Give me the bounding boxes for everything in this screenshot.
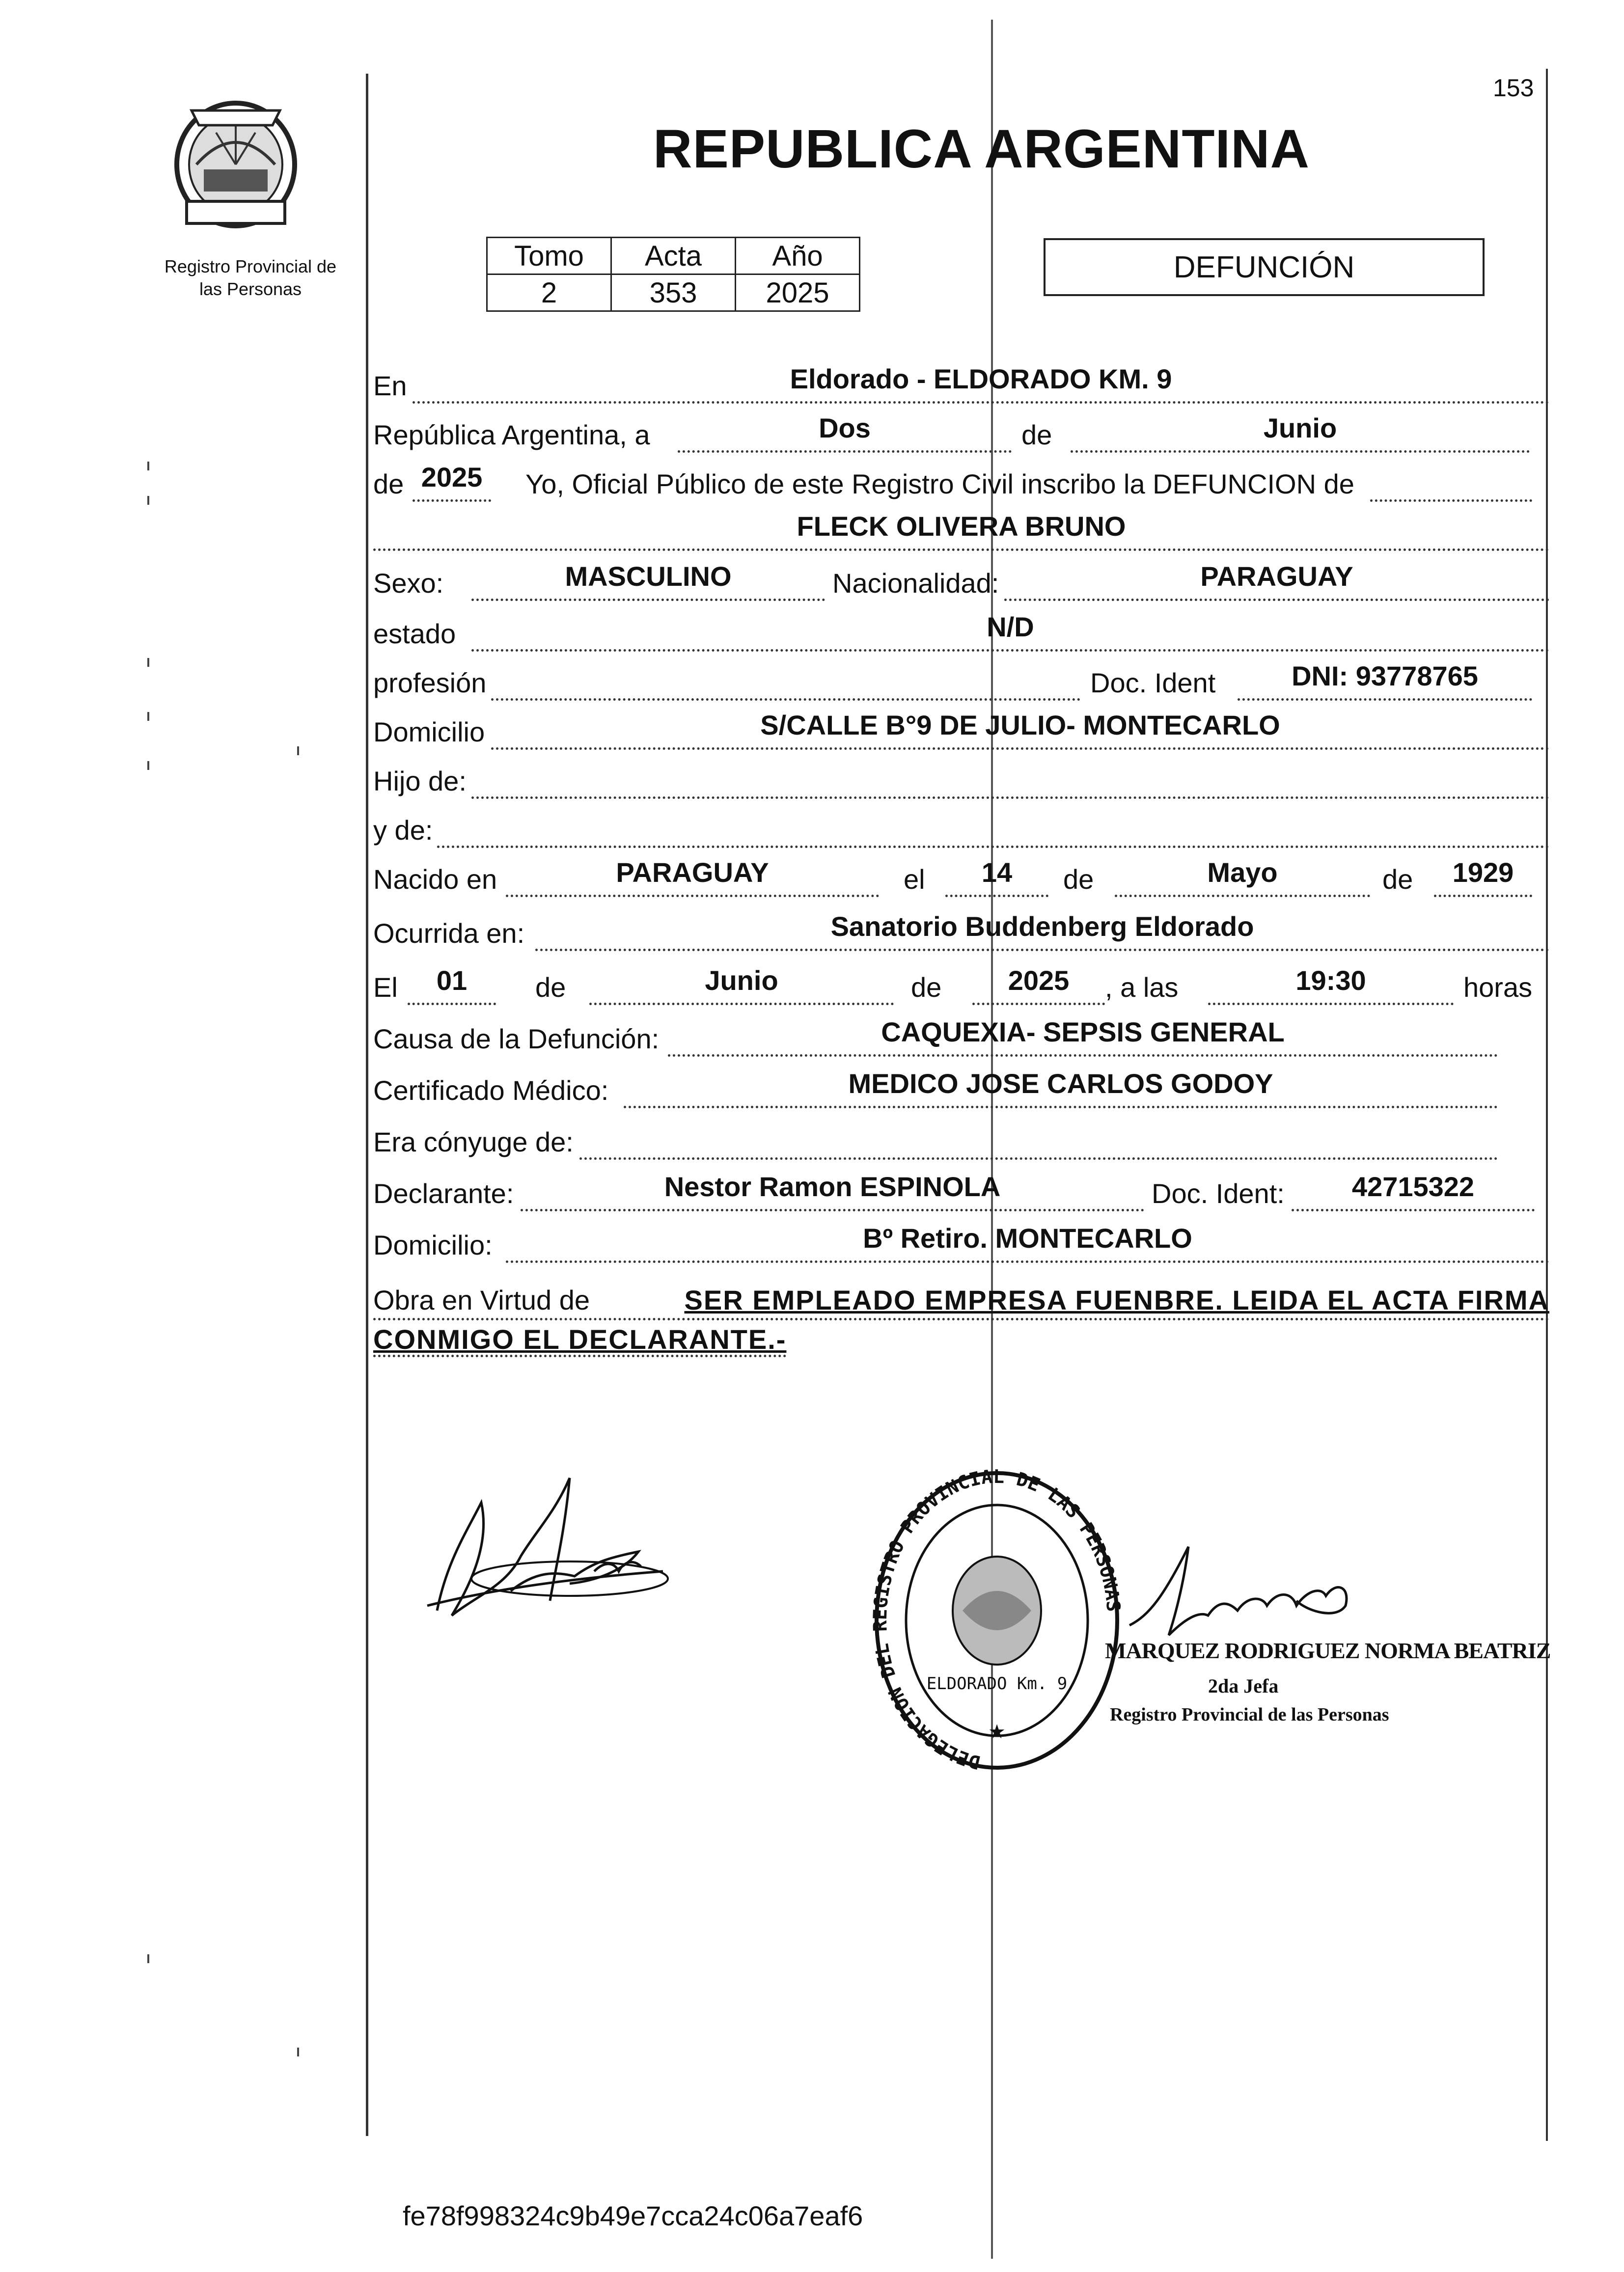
row-hijo bbox=[373, 759, 1549, 804]
row-en bbox=[373, 363, 1549, 409]
death-year: 2025 bbox=[1008, 965, 1070, 996]
domicilio-label: Domicilio bbox=[373, 716, 485, 747]
nacido-place: PARAGUAY bbox=[616, 857, 769, 888]
ocurrida-label: Ocurrida en: bbox=[373, 918, 525, 949]
official-office: Registro Provincial de las Personas bbox=[1110, 1704, 1389, 1725]
en-label: En bbox=[373, 370, 407, 401]
domicilio2-value: Bº Retiro. MONTECARLO bbox=[863, 1223, 1192, 1254]
profesion-field bbox=[491, 664, 1080, 701]
row-causa bbox=[373, 1016, 1549, 1062]
month-value: Junio bbox=[1263, 412, 1337, 443]
de-label-4: de bbox=[1382, 864, 1413, 895]
row-domicilio2 bbox=[373, 1223, 1549, 1268]
row-domicilio bbox=[373, 710, 1549, 755]
republica-label: República Argentina, a bbox=[373, 419, 650, 450]
obra-block bbox=[373, 1284, 1549, 1355]
certificado-label: Certificado Médico: bbox=[373, 1075, 609, 1106]
margin-mark bbox=[147, 1954, 149, 1963]
stamp-inner-text: ELDORADO Km. 9 bbox=[926, 1674, 1068, 1694]
registry-caption-line2: las Personas bbox=[199, 279, 302, 299]
margin-mark bbox=[297, 746, 299, 755]
margin-mark bbox=[147, 712, 149, 721]
birth-year: 1929 bbox=[1452, 857, 1514, 888]
death-time: 19:30 bbox=[1295, 965, 1366, 996]
deceased-name: FLECK OLIVERA BRUNO bbox=[797, 511, 1126, 542]
official-role: 2da Jefa bbox=[1208, 1675, 1279, 1697]
document-hash: fe78f998324c9b49e7cca24c06a7eaf6 bbox=[403, 2200, 863, 2231]
el-label: el bbox=[904, 864, 925, 895]
provincial-seal bbox=[162, 91, 309, 238]
left-margin-line bbox=[366, 74, 368, 2136]
registry-caption-line1: Registro Provincial de bbox=[164, 256, 337, 276]
de-label-3: de bbox=[1063, 864, 1094, 895]
ocurrida-value: Sanatorio Buddenberg Eldorado bbox=[830, 911, 1254, 942]
nacido-label: Nacido en bbox=[373, 864, 497, 895]
declarante-value: Nestor Ramon ESPINOLA bbox=[664, 1171, 1001, 1202]
row-conyuge bbox=[373, 1120, 1549, 1165]
alas-label: , a las bbox=[1105, 972, 1179, 1003]
birth-month: Mayo bbox=[1207, 857, 1278, 888]
de-label-2: de bbox=[373, 468, 404, 499]
nacionalidad-value: PARAGUAY bbox=[1200, 561, 1353, 592]
nacionalidad-label: Nacionalidad: bbox=[832, 568, 999, 599]
birth-day: 14 bbox=[981, 857, 1013, 888]
profesion-label: profesión bbox=[373, 667, 487, 698]
el2-label: El bbox=[373, 972, 398, 1003]
estado-value: N/D bbox=[987, 611, 1034, 642]
de-label-1: de bbox=[1021, 419, 1052, 450]
row-fallecimiento bbox=[373, 965, 1549, 1010]
causa-label: Causa de la Defunción: bbox=[373, 1023, 660, 1054]
year-value: 2025 bbox=[421, 462, 483, 493]
ref-header-acta: Acta bbox=[611, 238, 736, 274]
row-inscribo bbox=[373, 462, 1549, 507]
en-value: Eldorado - ELDORADO KM. 9 bbox=[790, 363, 1172, 394]
hijo-field bbox=[471, 762, 1549, 799]
reference-table bbox=[486, 237, 860, 312]
declarant-signature bbox=[408, 1473, 683, 1635]
ref-value-tomo: 2 bbox=[487, 274, 611, 311]
margin-mark bbox=[147, 761, 149, 770]
day-value: Dos bbox=[819, 412, 871, 443]
certificado-value: MEDICO JOSE CARLOS GODOY bbox=[848, 1068, 1273, 1099]
yde-field bbox=[437, 811, 1549, 848]
domicilio-value: S/CALLE B°9 DE JULIO- MONTECARLO bbox=[760, 710, 1280, 740]
de-label-5: de bbox=[535, 972, 566, 1003]
row-fecha bbox=[373, 412, 1549, 458]
registry-caption bbox=[147, 255, 354, 301]
margin-mark bbox=[297, 2048, 299, 2056]
page-number: 153 bbox=[1493, 74, 1534, 102]
de-label-6: de bbox=[911, 972, 942, 1003]
row-certificado bbox=[373, 1068, 1549, 1113]
row-estado bbox=[373, 611, 1549, 657]
doc2-label: Doc. Ident: bbox=[1152, 1178, 1285, 1209]
row-nacido bbox=[373, 857, 1549, 902]
hijo-label: Hijo de: bbox=[373, 766, 467, 796]
obra-value-line1: SER EMPLEADO EMPRESA FUENBRE. LEIDA EL ACTA FIRMA bbox=[684, 1285, 1549, 1315]
row-declarante bbox=[373, 1171, 1549, 1216]
ref-header-ano: Año bbox=[736, 238, 860, 274]
doc2-value: 42715322 bbox=[1351, 1171, 1475, 1202]
conyuge-label: Era cónyuge de: bbox=[373, 1126, 574, 1157]
page-title: REPUBLICA ARGENTINA bbox=[653, 119, 1310, 179]
causa-value: CAQUEXIA- SEPSIS GENERAL bbox=[881, 1016, 1285, 1047]
obra-value-line2: CONMIGO EL DECLARANTE.- bbox=[373, 1324, 786, 1357]
inscribo-field bbox=[1370, 465, 1532, 502]
domicilio2-label: Domicilio: bbox=[373, 1230, 493, 1260]
obra-label: Obra en Virtud de bbox=[373, 1285, 590, 1315]
doc-value: DNI: 93778765 bbox=[1292, 660, 1478, 691]
ref-value-ano: 2025 bbox=[736, 274, 860, 311]
death-month: Junio bbox=[705, 965, 778, 996]
death-day: 01 bbox=[436, 965, 468, 996]
row-deceased bbox=[373, 511, 1549, 556]
ref-value-acta: 353 bbox=[611, 274, 736, 311]
stamp-ring-text: DELEGACION DEL REGISTRO PROVINCIAL DE LAS PERSONAS bbox=[869, 1465, 1125, 1774]
row-sexo bbox=[373, 561, 1549, 606]
inscribo-text: Yo, Oficial Público de este Registro Civil inscribo la DEFUNCION de bbox=[525, 468, 1354, 499]
sexo-label: Sexo: bbox=[373, 568, 444, 599]
stamp-star-icon: ★ bbox=[988, 1721, 1006, 1743]
margin-mark bbox=[147, 496, 149, 505]
official-stamp bbox=[869, 1463, 1125, 1778]
ref-header-tomo: Tomo bbox=[487, 238, 611, 274]
sexo-value: MASCULINO bbox=[565, 561, 732, 592]
official-name: MARQUEZ RODRIGUEZ NORMA BEATRIZ bbox=[1105, 1638, 1551, 1663]
row-ocurrida bbox=[373, 911, 1549, 956]
margin-mark bbox=[147, 462, 149, 470]
declarante-label: Declarante: bbox=[373, 1178, 514, 1209]
row-yde bbox=[373, 808, 1549, 853]
doc-label: Doc. Ident bbox=[1090, 667, 1216, 698]
record-type-box: DEFUNCIÓN bbox=[1044, 238, 1485, 296]
row-profesion bbox=[373, 660, 1549, 706]
yde-label: y de: bbox=[373, 815, 433, 846]
estado-label: estado bbox=[373, 618, 456, 649]
conyuge-field bbox=[579, 1123, 1498, 1160]
horas-label: horas bbox=[1463, 972, 1533, 1003]
official-signature bbox=[1120, 1537, 1365, 1650]
margin-mark bbox=[147, 658, 149, 667]
